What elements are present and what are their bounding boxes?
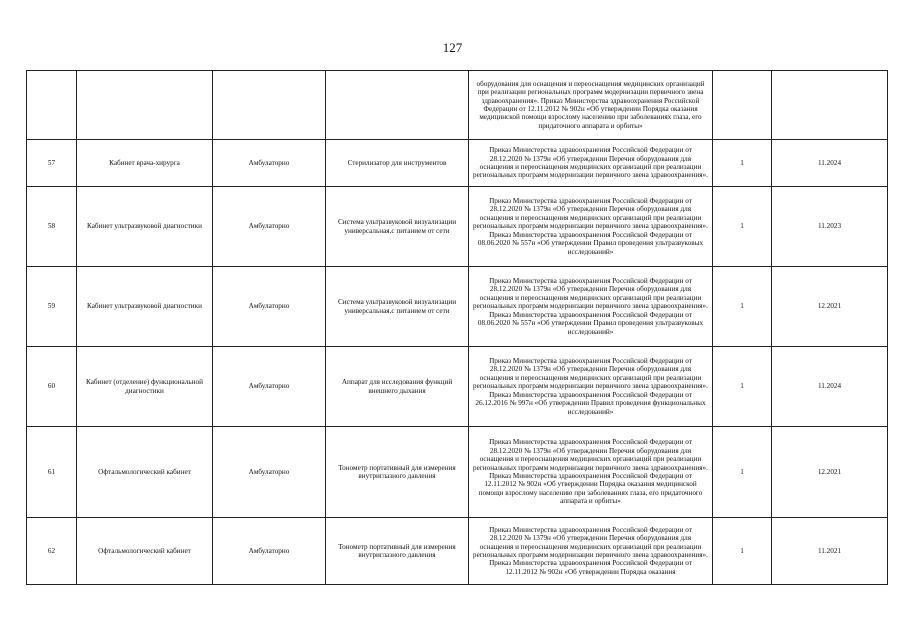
delivery-date: 11.2024 <box>772 347 888 427</box>
office-name: Офтальмологический кабинет <box>77 518 213 585</box>
row-number: 60 <box>27 347 77 427</box>
quantity: 1 <box>713 140 772 187</box>
care-condition: Амбулаторно <box>213 347 326 427</box>
care-condition <box>213 71 326 140</box>
delivery-date: 12.2021 <box>772 267 888 347</box>
page-number: 127 <box>442 40 463 55</box>
row-number: 61 <box>27 427 77 518</box>
equipment-name: Аппарат для исследования функций внешнего дыхания <box>326 347 469 427</box>
equipment-name: Тонометр портативный для измерения внутриглазного давления <box>326 518 469 585</box>
legal-basis: Приказ Министерства здравоохранения Российской Федерации от 28.12.2020 № 1379н «Об утверждении Перечня оборудования для оснащения и переоснащения медицинских организаций при реализации региональных программ модернизации первичного звена здравоохранения». Приказ Министерства здравоохранения Российской Федерации от 26.12.2016 № 997н «Об утверждении Правил проведения функциональных исследований» <box>469 347 713 427</box>
office-name <box>77 71 213 140</box>
legal-basis: оборудования для оснащения и переоснащения медицинских организаций при реализации региональных программ модернизации первичного звена здравоохранения». Приказ Министерства здравоохранения Российской Федерации от 12.11.2012 № 902н «Об утверждении Порядка оказания медицинской помощи взрослому населению при заболеваниях глаза, его придаточного аппарата и орбиты» <box>469 71 713 140</box>
delivery-date: 11.2023 <box>772 187 888 267</box>
delivery-date: 11.2024 <box>772 140 888 187</box>
care-condition: Амбулаторно <box>213 267 326 347</box>
care-condition: Амбулаторно <box>213 140 326 187</box>
row-number <box>27 71 77 140</box>
equipment-name: Система ультразвуковой визуализации универсальная,с питанием от сети <box>326 267 469 347</box>
legal-basis: Приказ Министерства здравоохранения Российской Федерации от 28.12.2020 № 1379н «Об утверждении Перечня оборудования для оснащения и переоснащения медицинских организаций при реализации региональных программ модернизации первичного звена здравоохранения». Приказ Министерства здравоохранения Российской Федерации от 12.11.2012 № 902н «Об утверждении Порядка оказания медицинской помощи взрослому населению при заболеваниях глаза, его придаточного аппарата и орбиты» <box>469 427 713 518</box>
table-row <box>27 518 888 585</box>
row-number: 57 <box>27 140 77 187</box>
quantity <box>713 71 772 140</box>
care-condition: Амбулаторно <box>213 518 326 585</box>
quantity: 1 <box>713 518 772 585</box>
office-name: Кабинет (отделение) функциональной диагностики <box>77 347 213 427</box>
row-number: 58 <box>27 187 77 267</box>
legal-basis: Приказ Министерства здравоохранения Российской Федерации от 28.12.2020 № 1379н «Об утверждении Перечня оборудования для оснащения и переоснащения медицинских организаций при реализации региональных программ модернизации первичного звена здравоохранения». <box>469 140 713 187</box>
table-row <box>27 427 888 518</box>
office-name: Офтальмологический кабинет <box>77 427 213 518</box>
quantity: 1 <box>713 187 772 267</box>
delivery-date: 12.2021 <box>772 427 888 518</box>
table-row <box>27 267 888 347</box>
office-name: Кабинет ультразвуковой диагностики <box>77 267 213 347</box>
legal-basis: Приказ Министерства здравоохранения Российской Федерации от 28.12.2020 № 1379н «Об утверждении Перечня оборудования для оснащения и переоснащения медицинских организаций при реализации региональных программ модернизации первичного звена здравоохранения». Приказ Министерства здравоохранения Российской Федерации от 12.11.2012 № 902н «Об утверждении Порядка оказания <box>469 518 713 585</box>
equipment-name: Стерилизатор для инструментов <box>326 140 469 187</box>
equipment-name <box>326 71 469 140</box>
quantity: 1 <box>713 347 772 427</box>
delivery-date: 11.2021 <box>772 518 888 585</box>
table-row <box>27 187 888 267</box>
care-condition: Амбулаторно <box>213 427 326 518</box>
office-name: Кабинет ультразвуковой диагностики <box>77 187 213 267</box>
quantity: 1 <box>713 267 772 347</box>
delivery-date <box>772 71 888 140</box>
equipment-name: Тонометр портативный для измерения внутриглазного давления <box>326 427 469 518</box>
office-name: Кабинет врача-хирурга <box>77 140 213 187</box>
table-row <box>27 140 888 187</box>
row-number: 59 <box>27 267 77 347</box>
quantity: 1 <box>713 427 772 518</box>
equipment-table <box>26 70 888 585</box>
legal-basis: Приказ Министерства здравоохранения Российской Федерации от 28.12.2020 № 1379н «Об утверждении Перечня оборудования для оснащения и переоснащения медицинских организаций при реализации региональных программ модернизации первичного звена здравоохранения». Приказ Министерства здравоохранения Российской Федерации от 08.06.2020 № 557н «Об утверждении Правил проведения ультразвуковых исследований» <box>469 267 713 347</box>
table-row <box>27 71 888 140</box>
equipment-name: Система ультразвуковой визуализации универсальная,с питанием от сети <box>326 187 469 267</box>
care-condition: Амбулаторно <box>213 187 326 267</box>
table-row <box>27 347 888 427</box>
row-number: 62 <box>27 518 77 585</box>
legal-basis: Приказ Министерства здравоохранения Российской Федерации от 28.12.2020 № 1379н «Об утверждении Перечня оборудования для оснащения и переоснащения медицинских организаций при реализации региональных программ модернизации первичного звена здравоохранения». Приказ Министерства здравоохранения Российской Федерации от 08.06.2020 № 557н «Об утверждении Правил проведения ультразвуковых исследований» <box>469 187 713 267</box>
